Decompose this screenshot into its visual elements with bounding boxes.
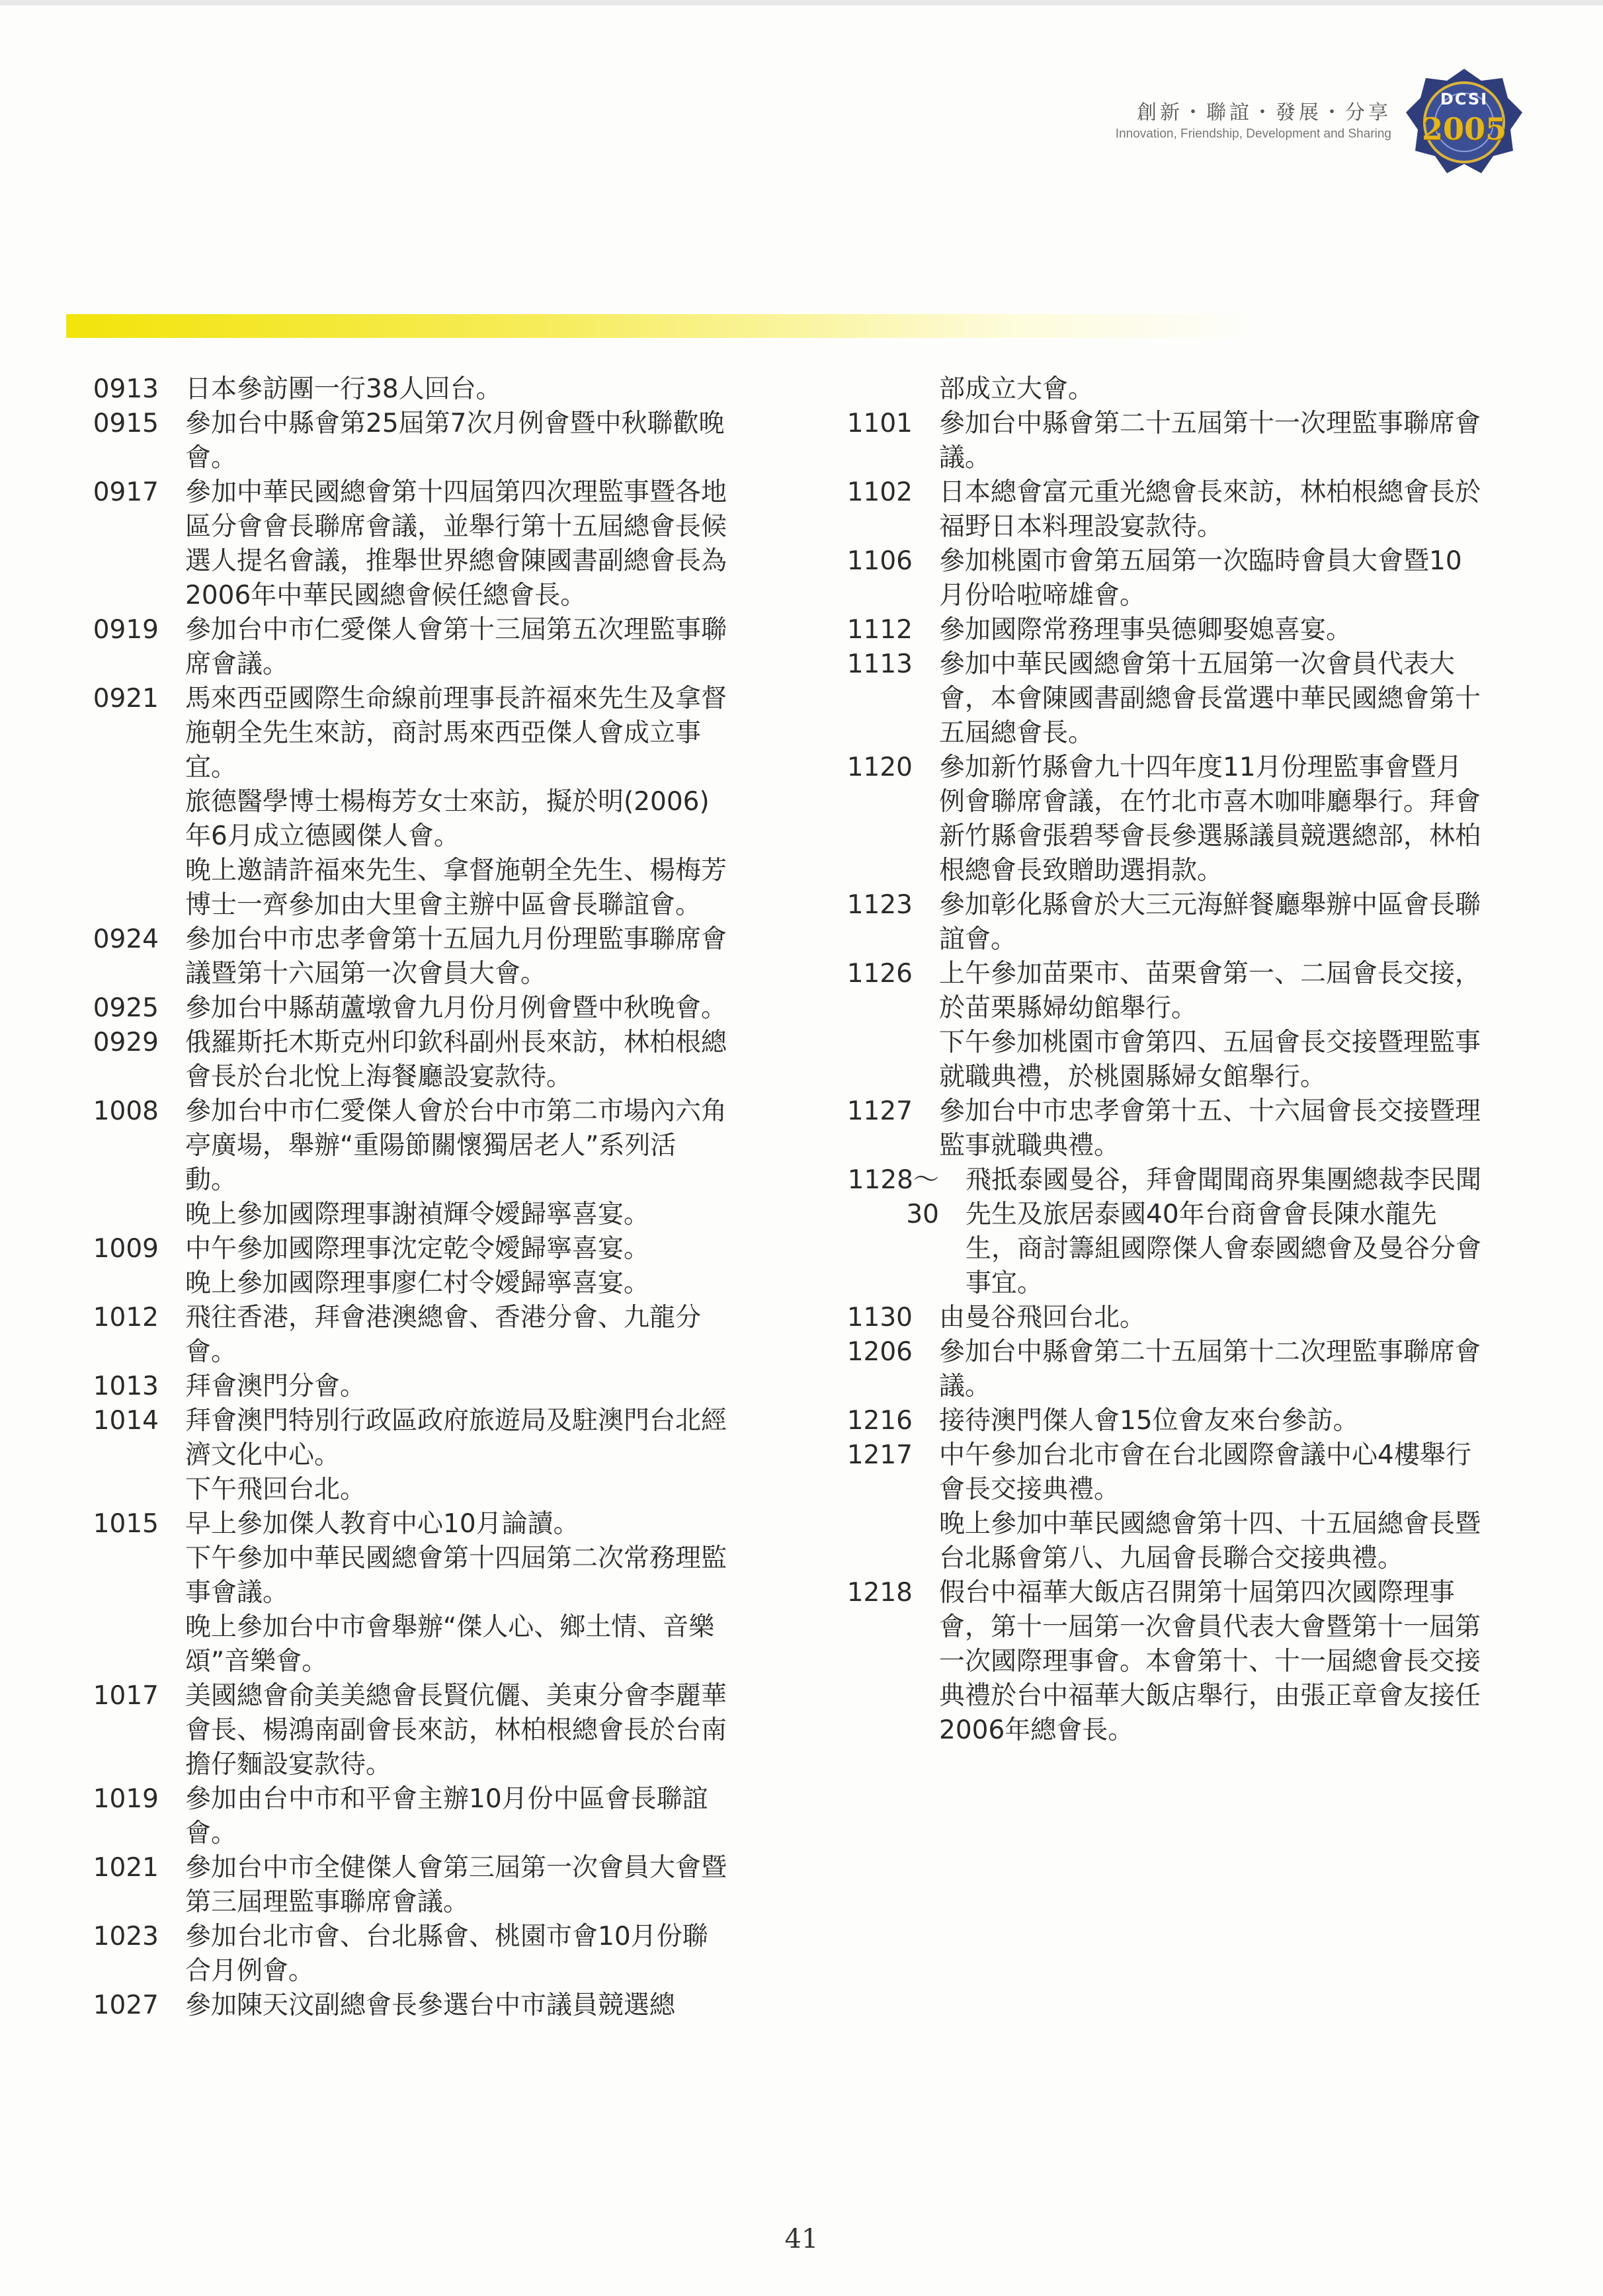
entry-date: 0917 bbox=[93, 477, 159, 507]
entry-date: 1009 bbox=[93, 1234, 159, 1264]
entry-text bbox=[913, 1094, 1481, 1163]
page-header bbox=[1074, 66, 1537, 179]
timeline-entry bbox=[820, 1404, 1481, 1438]
entry-date: 1014 bbox=[93, 1406, 159, 1436]
entry-text bbox=[913, 475, 1481, 544]
timeline-entry bbox=[66, 372, 727, 407]
entry-paragraph: 部成立大會。 bbox=[939, 374, 1094, 404]
timeline-entry bbox=[66, 1404, 727, 1507]
timeline-entry bbox=[66, 1851, 727, 1920]
entry-date: 0929 bbox=[93, 1028, 159, 1057]
entry-date: 1106 bbox=[846, 546, 913, 576]
entry-date: 1023 bbox=[93, 1922, 159, 1951]
entry-date: 1206 bbox=[846, 1337, 913, 1367]
entry-date: 1012 bbox=[93, 1303, 159, 1332]
timeline-entry bbox=[66, 407, 727, 475]
entry-text bbox=[913, 1576, 1481, 1748]
timeline-entry bbox=[820, 475, 1481, 544]
entry-text bbox=[159, 682, 727, 922]
entry-date: 0919 bbox=[93, 615, 159, 645]
entry-paragraph: 晚上參加中華民國總會第十四、十五屆總會長暨台北縣會第八、九屆會長聯合交接典禮。 bbox=[939, 1509, 1481, 1573]
entry-date: 0921 bbox=[93, 684, 159, 714]
timeline-entry bbox=[820, 1576, 1481, 1748]
entry-paragraph: 下午參加桃園市會第四、五屆會長交接暨理監事就職典禮，於桃園縣婦女館舉行。 bbox=[939, 1028, 1481, 1092]
entry-text bbox=[913, 1438, 1481, 1576]
timeline-entry bbox=[820, 1301, 1481, 1335]
entry-date: 1120 bbox=[846, 753, 913, 782]
timeline-entry bbox=[66, 1782, 727, 1851]
entry-date: 0913 bbox=[93, 374, 159, 404]
left-column bbox=[66, 372, 727, 2023]
timeline-entry bbox=[820, 751, 1481, 888]
timeline-entry bbox=[820, 647, 1481, 751]
entry-date: 1015 bbox=[93, 1509, 159, 1539]
timeline-entry bbox=[820, 957, 1481, 1094]
entry-text bbox=[913, 751, 1481, 888]
entry-date: 1021 bbox=[93, 1853, 159, 1883]
entry-text bbox=[159, 1370, 727, 1404]
timeline-entry bbox=[820, 1438, 1481, 1576]
entry-paragraph: 美國總會俞美美總會長賢伉儷、美東分會李麗華會長、楊鴻南副會長來訪，林柏根總會長於台南擔仔麵設宴款待。 bbox=[185, 1681, 727, 1780]
entry-text bbox=[913, 613, 1481, 647]
entry-text bbox=[159, 1507, 727, 1679]
timeline-entry bbox=[66, 1920, 727, 1988]
timeline-entry bbox=[820, 1335, 1481, 1404]
entry-paragraph: 早上參加傑人教育中心10月論讀。 bbox=[185, 1509, 579, 1539]
entry-text bbox=[159, 613, 727, 682]
entry-date: 1113 bbox=[846, 649, 913, 679]
entry-paragraph: 由曼谷飛回台北。 bbox=[939, 1303, 1146, 1332]
timeline-entry bbox=[66, 1988, 727, 2023]
entry-paragraph: 晚上邀請許福來先生、拿督施朝全先生、楊梅芳博士一齊參加由大里會主辦中區會長聯誼會。 bbox=[185, 856, 727, 920]
entry-text bbox=[913, 372, 1481, 407]
entry-date: 1112 bbox=[846, 615, 913, 645]
entry-paragraph: 參加台中縣葫蘆墩會九月份月例會暨中秋晚會。 bbox=[185, 993, 727, 1023]
timeline-entry bbox=[820, 888, 1481, 957]
entry-date: 1017 bbox=[93, 1681, 159, 1711]
timeline-entry bbox=[66, 991, 727, 1026]
entry-paragraph: 參加台中市忠孝會第十五屆九月份理監事聯席會議暨第十六屆第一次會員大會。 bbox=[185, 924, 727, 989]
entry-paragraph: 參加桃園市會第五屆第一次臨時會員大會暨10月份哈啦啼雄會。 bbox=[939, 546, 1462, 610]
entry-paragraph: 參加中華民國總會第十四屆第四次理監事暨各地區分會會長聯席會議，並舉行第十五屆總會長候選人提名會議，推舉世界總會陳國書副總會長為2006年中華民國總會候任總會長。 bbox=[185, 477, 727, 610]
entry-text bbox=[159, 1026, 727, 1094]
entry-paragraph: 參加彰化縣會於大三元海鮮餐廳舉辦中區會長聯誼會。 bbox=[939, 890, 1481, 954]
timeline-entry bbox=[820, 372, 1481, 407]
entry-paragraph: 假台中福華大飯店召開第十屆第四次國際理事會，第十一屆第一次會員代表大會暨第十一屆第一次國際理事會。本會第十、十一屆總會長交接典禮於台中福華大飯店舉行，由張正章會友接任2006年總會長。 bbox=[939, 1578, 1481, 1745]
entry-paragraph: 旅德醫學博士楊梅芳女士來訪，擬於明(2006)年6月成立德國傑人會。 bbox=[185, 787, 710, 851]
entry-text bbox=[159, 922, 727, 991]
slogan-english: Innovation, Friendship, Development and Sharing bbox=[1115, 127, 1391, 141]
entry-text bbox=[159, 1851, 727, 1920]
timeline-entry bbox=[820, 613, 1481, 647]
entry-paragraph: 參加台北市會、台北縣會、桃園市會10月份聯合月例會。 bbox=[185, 1922, 708, 1986]
page-number: 41 bbox=[784, 2224, 819, 2254]
timeline-entry bbox=[66, 613, 727, 682]
entry-date: 1217 bbox=[846, 1440, 913, 1470]
timeline-entry bbox=[820, 544, 1481, 613]
timeline-entry bbox=[66, 1507, 727, 1679]
entry-date: 0924 bbox=[93, 924, 159, 954]
entry-text bbox=[159, 1301, 727, 1370]
logo-text: DCSI bbox=[1440, 90, 1489, 108]
timeline-entry bbox=[66, 1301, 727, 1370]
entry-paragraph: 參加台中市忠孝會第十五、十六屆會長交接暨理監事就職典禮。 bbox=[939, 1096, 1481, 1161]
entry-text bbox=[913, 647, 1481, 751]
entry-text bbox=[159, 1920, 727, 1988]
entry-paragraph: 參加陳天汶副總會長參選台中市議員競選總 bbox=[185, 1990, 676, 2020]
entry-paragraph: 上午參加苗栗市、苗栗會第一、二屆會長交接，於苗栗縣婦幼館舉行。 bbox=[939, 959, 1481, 1023]
entry-text bbox=[159, 475, 727, 613]
entry-text bbox=[159, 407, 727, 475]
entry-date: 1218 bbox=[846, 1578, 913, 1608]
entry-text bbox=[159, 1404, 727, 1507]
timeline-entry bbox=[66, 475, 727, 613]
entry-date: 1013 bbox=[93, 1372, 159, 1401]
entry-paragraph: 中午參加國際理事沈定乾令嬡歸寧喜宴。 bbox=[185, 1234, 650, 1264]
entry-date: 1127 bbox=[846, 1096, 913, 1126]
entry-text bbox=[159, 991, 727, 1026]
entry-date: 1008 bbox=[93, 1096, 159, 1126]
entry-date: 1027 bbox=[93, 1990, 159, 2020]
entry-text bbox=[913, 407, 1481, 475]
entry-text bbox=[159, 1094, 727, 1232]
timeline-entry bbox=[66, 1370, 727, 1404]
entry-text bbox=[159, 372, 727, 407]
timeline-entry bbox=[66, 1094, 727, 1232]
entry-date: 1123 bbox=[846, 890, 913, 920]
entry-date: 0915 bbox=[93, 409, 159, 438]
entry-text bbox=[939, 1163, 1481, 1301]
timeline-entry bbox=[66, 1679, 727, 1782]
entry-paragraph: 參加台中縣會第二十五屆第十二次理監事聯席會議。 bbox=[939, 1337, 1481, 1401]
entry-paragraph: 晚上參加台中市會舉辦“傑人心、鄉土情、音樂頌”音樂會。 bbox=[185, 1612, 715, 1676]
entry-date: 1101 bbox=[846, 409, 913, 438]
slogan-chinese: 創新・聯誼・發展・分享 bbox=[1137, 101, 1391, 124]
entry-text bbox=[159, 1988, 727, 2023]
timeline-entry bbox=[66, 1232, 727, 1301]
timeline-entry bbox=[820, 407, 1481, 475]
entry-paragraph: 日本參訪團一行38人回台。 bbox=[185, 374, 502, 404]
entry-paragraph: 中午參加台北市會在台北國際會議中心4樓舉行會長交接典禮。 bbox=[939, 1440, 1471, 1504]
entry-date: 1126 bbox=[846, 959, 913, 989]
entry-paragraph: 參加台中市仁愛傑人會於台中市第二市場內六角亭廣場，舉辦“重陽節關懷獨居老人”系列活動。 bbox=[185, 1096, 727, 1195]
entry-date: 1102 bbox=[846, 477, 913, 507]
timeline-entry bbox=[66, 1026, 727, 1094]
entry-date: 1130 bbox=[846, 1303, 913, 1332]
entry-text bbox=[913, 1335, 1481, 1404]
entry-paragraph: 晚上參加國際理事廖仁村令嬡歸寧喜宴。 bbox=[185, 1268, 650, 1298]
entry-text bbox=[913, 957, 1481, 1094]
timeline-entry bbox=[66, 922, 727, 991]
entry-paragraph: 拜會澳門特別行政區政府旅遊局及駐澳門台北經濟文化中心。 bbox=[185, 1406, 727, 1470]
entry-text bbox=[159, 1782, 727, 1851]
entry-paragraph: 參加台中市全健傑人會第三屆第一次會員大會暨第三屆理監事聯席會議。 bbox=[185, 1853, 727, 1917]
entry-paragraph: 參加中華民國總會第十五屆第一次會員代表大會，本會陳國書副總會長當選中華民國總會第十五屆總會長。 bbox=[939, 649, 1481, 748]
entry-paragraph: 飛往香港，拜會港澳總會、香港分會、九龍分會。 bbox=[185, 1303, 702, 1367]
entry-paragraph: 下午飛回台北。 bbox=[185, 1475, 366, 1504]
logo-year: 2005 bbox=[1421, 111, 1507, 147]
timeline-entry bbox=[820, 1094, 1481, 1163]
entry-paragraph: 參加由台中市和平會主辦10月份中區會長聯誼會。 bbox=[185, 1784, 708, 1848]
entry-paragraph: 飛抵泰國曼谷，拜會聞聞商界集團總裁李民聞先生及旅居泰國40年台商會會長陳水龍先生，商討籌組國際傑人會泰國總會及曼谷分會事宜。 bbox=[966, 1165, 1482, 1298]
entry-paragraph: 俄羅斯托木斯克州印欽科副州長來訪，林柏根總會長於台北悅上海餐廳設宴款待。 bbox=[185, 1028, 727, 1092]
entry-paragraph: 參加新竹縣會九十四年度11月份理監事會暨月例會聯席會議，在竹北市喜木咖啡廳舉行。拜會新竹縣會張碧琴會長參選縣議員競選總部，林柏根總會長致贈助選捐款。 bbox=[939, 753, 1481, 885]
entry-paragraph: 馬來西亞國際生命線前理事長許福來先生及拿督施朝全先生來訪，商討馬來西亞傑人會成立事宜。 bbox=[185, 684, 727, 782]
top-border bbox=[0, 0, 1603, 5]
entry-text bbox=[913, 1404, 1481, 1438]
entry-text bbox=[159, 1232, 727, 1301]
entry-date: 1216 bbox=[846, 1406, 913, 1436]
timeline-entry bbox=[820, 1163, 1481, 1301]
entry-paragraph: 接待澳門傑人會15位會友來台參訪。 bbox=[939, 1406, 1359, 1436]
entry-paragraph: 下午參加中華民國總會第十四屆第二次常務理監事會議。 bbox=[185, 1543, 727, 1608]
entry-date: 1128～30 bbox=[847, 1165, 939, 1229]
timeline-entry bbox=[66, 682, 727, 922]
entry-paragraph: 拜會澳門分會。 bbox=[185, 1372, 366, 1401]
entry-paragraph: 晚上參加國際理事謝禎輝令嬡歸寧喜宴。 bbox=[185, 1200, 650, 1229]
entry-text bbox=[913, 544, 1481, 613]
conference-logo bbox=[1405, 66, 1524, 179]
entry-paragraph: 參加台中縣會第25屆第7次月例會暨中秋聯歡晚會。 bbox=[185, 409, 725, 473]
entry-paragraph: 參加台中縣會第二十五屆第十一次理監事聯席會議。 bbox=[939, 409, 1481, 473]
entry-text bbox=[159, 1679, 727, 1782]
entry-text bbox=[913, 1301, 1481, 1335]
entry-date: 1019 bbox=[93, 1784, 159, 1814]
right-column bbox=[820, 372, 1481, 1748]
entry-date: 0925 bbox=[93, 993, 159, 1023]
entry-paragraph: 參加國際常務理事吳德卿娶媳喜宴。 bbox=[939, 615, 1352, 645]
entry-text bbox=[913, 888, 1481, 957]
entry-paragraph: 日本總會富元重光總會長來訪，林柏根總會長於福野日本料理設宴款待。 bbox=[939, 477, 1481, 542]
entry-paragraph: 參加台中市仁愛傑人會第十三屆第五次理監事聯席會議。 bbox=[185, 615, 727, 679]
yellow-divider-band bbox=[66, 314, 1256, 338]
